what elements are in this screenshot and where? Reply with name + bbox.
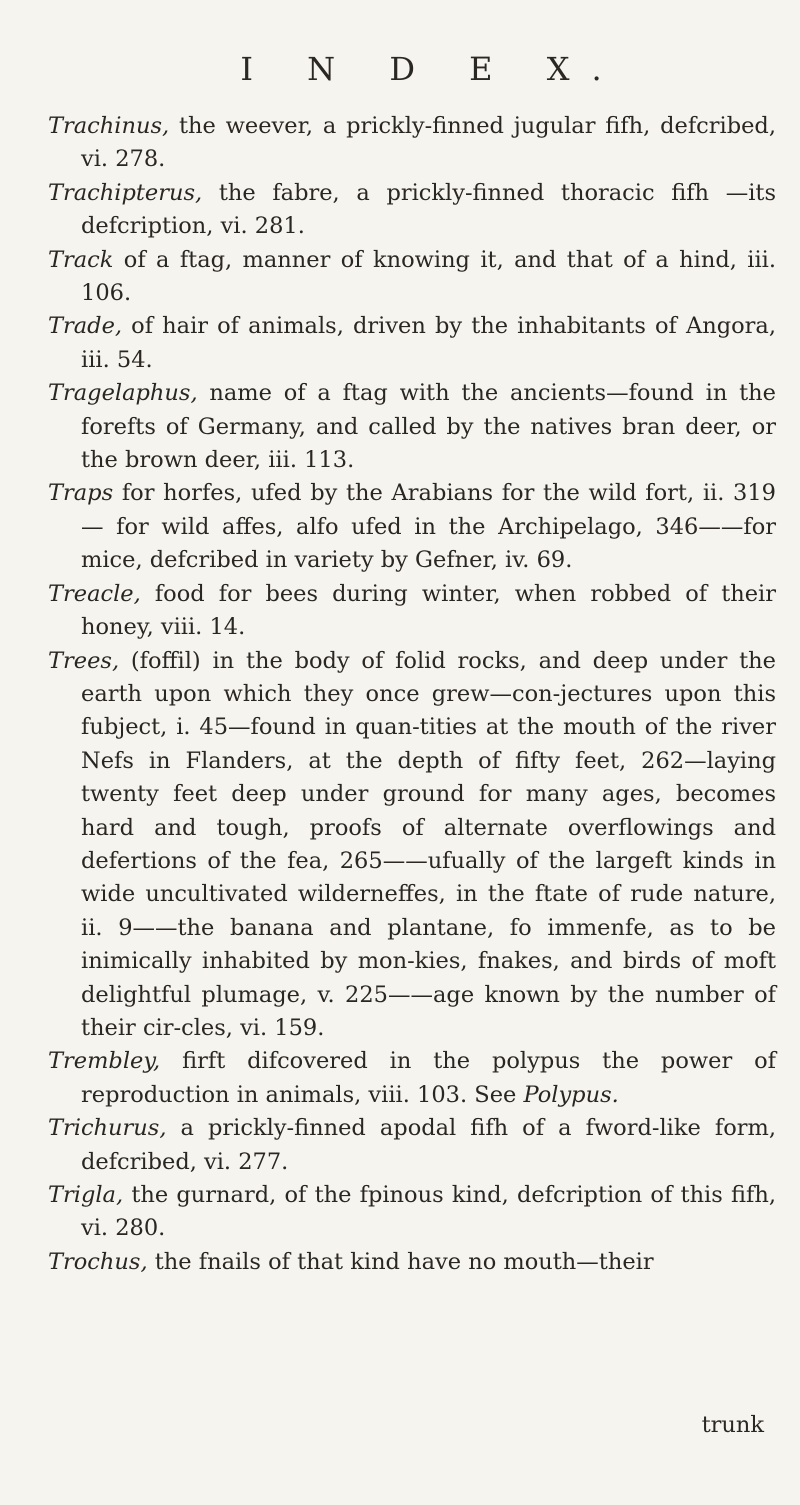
entry-text: firft difcovered in the polypus the power of reproduction in animals, viii. 103. See — [81, 1048, 776, 1108]
entry-text: of hair of animals, driven by the inhabitants of Angora, iii. 54. — [81, 313, 776, 373]
entry-term: Trigla, — [48, 1182, 124, 1208]
index-entries — [48, 110, 776, 1279]
entry-text: of a ftag, manner of knowing it, and that of a hind, iii. 106. — [81, 246, 776, 307]
entry-text: (foffil) in the body of folid rocks, and deep under the earth upon which they once grew—con-jectures upon this fubject, i. 45—found in quan-tities at the mouth of the river Nefs in Flanders, at the depth of fifty feet, 262—laying twenty feet deep under ground for many ages, becomes hard and tough, proofs of alternate overflowings and defertions of the fea, 265——ufually of the largeft kinds in wide uncultivated wilderneffes, in the ftate of rude nature, ii. 9——the banana and plantane, fo immenfe, as to be inimically inhabited by mon-kies, fnakes, and birds of moft delightful plumage, v. 225——age known by the number of their cir-cles, vi. 159. — [81, 647, 776, 1041]
entry-term: Track — [48, 246, 114, 273]
index-entry-trees — [48, 645, 776, 1046]
entry-text: the weever, a prickly-finned jugular fifh, defcribed, vi. 278. — [81, 113, 776, 173]
index-entry-trochus — [48, 1246, 776, 1279]
entry-term: Trees, — [48, 647, 120, 674]
running-head: I N D E X. — [240, 50, 624, 88]
entry-term: Trachinus, — [48, 113, 170, 139]
entry-term: Trochus, — [48, 1248, 148, 1275]
index-entry-tragelaphus — [48, 377, 776, 477]
entry-term: Trachipterus, — [48, 179, 203, 206]
index-entry-trigla — [48, 1179, 776, 1246]
entry-term: Traps — [48, 480, 114, 507]
entry-text: for horfes, ufed by the Arabians for the wild fort, ii. 319 — for wild affes, alfo ufed in the Archipelago, 346——for mice, defcribed in variety by Gefner, iv. 69. — [81, 480, 776, 574]
entry-text: the gurnard, of the fpinous kind, defcription of this fifh, vi. 280. — [81, 1182, 776, 1242]
entry-text: the fnails of that kind have no mouth—their — [147, 1248, 654, 1275]
index-entry-traps — [48, 477, 776, 577]
entry-term: Trade, — [48, 313, 123, 340]
entry-text: the fabre, a prickly-finned thoracic fifh —its defcription, vi. 281. — [81, 179, 776, 240]
index-entry-trichurus — [48, 1112, 776, 1179]
index-entry-trachinus — [48, 110, 776, 177]
index-entry-treacle — [48, 578, 776, 645]
entry-text: food for bees during winter, when robbed of their honey, viii. 14. — [81, 580, 776, 641]
entry-term: Trembley, — [48, 1048, 161, 1075]
catchword: trunk — [701, 1412, 764, 1438]
index-entry-trachipterus — [48, 177, 776, 244]
entry-term: Treacle, — [48, 580, 141, 607]
entry-text: a prickly-finned apodal fifh of a fword-like form, defcribed, vi. 277. — [81, 1115, 776, 1175]
entry-term: Trichurus, — [48, 1115, 167, 1142]
entry-text: name of a ftag with the ancients—found in the forefts of Germany, and called by the natives bran deer, or the brown deer, iii. 113. — [81, 380, 776, 474]
cross-reference: Polypus. — [523, 1081, 619, 1108]
index-entry-track — [48, 244, 776, 311]
index-entry-trade — [48, 310, 776, 377]
entry-term: Tragelaphus, — [48, 380, 198, 407]
index-entry-trembley — [48, 1045, 776, 1112]
